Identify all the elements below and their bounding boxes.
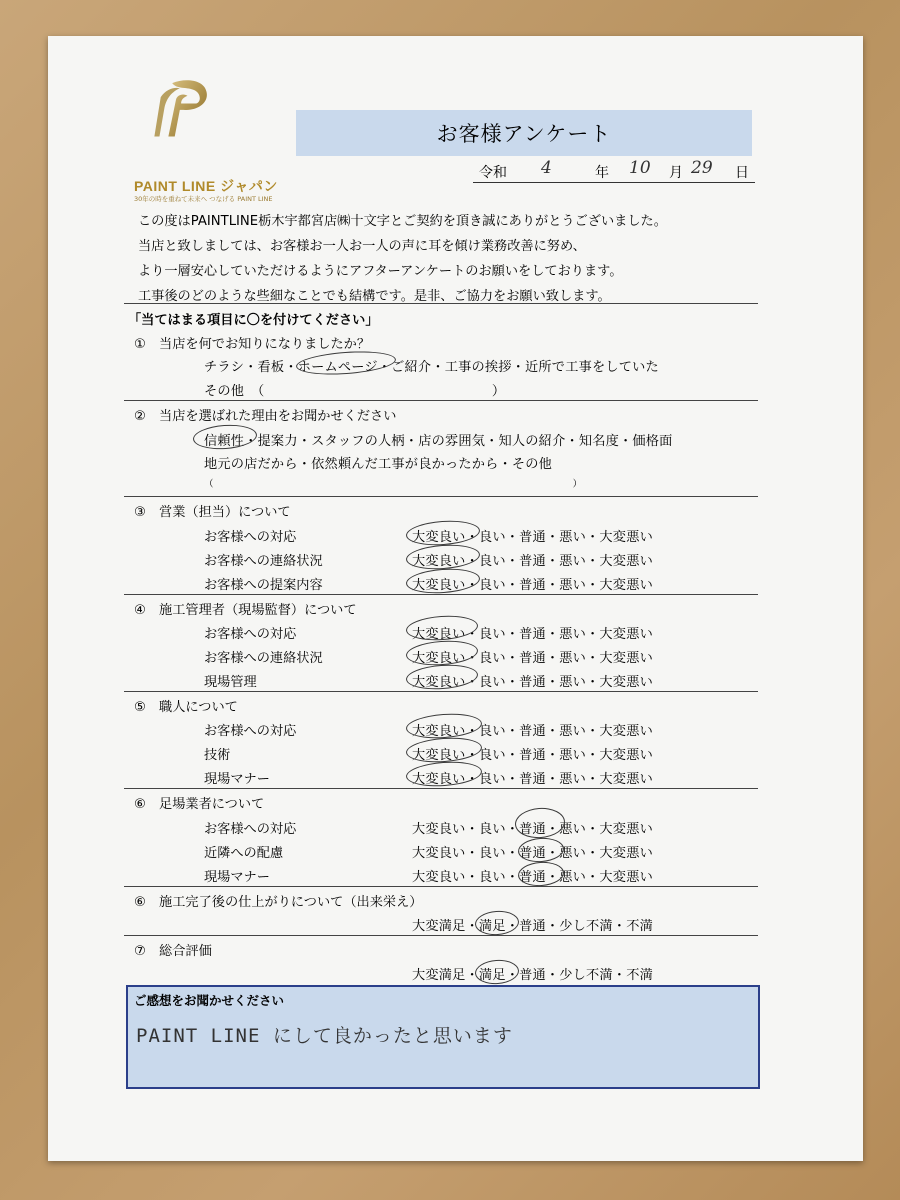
date-year-label: 年 — [595, 165, 609, 181]
logo-tagline: 30年の時を重ねて未来へ つなげる PAINT LINE — [134, 195, 273, 203]
intro-line-1: この度はPAINTLINE栃木宇都宮店㈱十文字とご契約を頂き誠にありがとうございました。 — [138, 214, 667, 229]
q3-scale: 大変良い・良い・普通・悪い・大変悪い — [412, 578, 653, 593]
page-title: お客様アンケート — [296, 110, 752, 156]
q4-item: お客様への連絡状況 — [204, 651, 323, 666]
date-month-label: 月 — [669, 165, 683, 181]
q6-item: お客様への対応 — [204, 822, 297, 837]
comment-box[interactable] — [126, 985, 760, 1089]
q6-title: ⑥ 足場業者について — [134, 797, 265, 812]
q2-options-1: 信頼性・提案力・スタッフの人柄・店の雰囲気・知人の紹介・知名度・価格面 — [204, 434, 673, 449]
q4-scale: 大変良い・良い・普通・悪い・大変悪い — [412, 651, 653, 666]
q4-item: 現場管理 — [204, 675, 257, 690]
q3-scale: 大変良い・良い・普通・悪い・大変悪い — [412, 554, 653, 569]
q1-title: ① 当店を何でお知りになりましたか？ — [134, 337, 371, 352]
q3-scale: 大変良い・良い・普通・悪い・大変悪い — [412, 530, 653, 545]
q7-title: ⑦ 総合評価 — [134, 944, 212, 959]
q4-item: お客様への対応 — [204, 627, 297, 642]
q6b-title: ⑥ 施工完了後の仕上がりについて（出来栄え） — [134, 895, 423, 910]
divider — [124, 400, 758, 401]
paint-line-logo-icon — [128, 78, 238, 148]
intro-line-2: 当店と致しましては、お客様お一人お一人の声に耳を傾け業務改善に努め、 — [138, 239, 586, 254]
divider — [124, 496, 758, 497]
q3-item: お客様への対応 — [204, 530, 297, 545]
date-month: 10 — [629, 158, 651, 178]
q1-options: チラシ・看板・ホームページ・ご紹介・工事の挨拶・近所で工事をしていた — [204, 360, 659, 375]
q2-title: ② 当店を選ばれた理由をお聞かせください — [134, 409, 397, 424]
divider — [124, 594, 758, 595]
q6-item: 現場マナー — [204, 870, 270, 885]
q5-scale: 大変良い・良い・普通・悪い・大変悪い — [412, 724, 653, 739]
q4-title: ④ 施工管理者（現場監督）について — [134, 603, 357, 618]
q6-scale: 大変良い・良い・普通・悪い・大変悪い — [412, 870, 653, 885]
q2-options-2: 地元の店だから・依然頼んだ工事が良かったから・その他 — [204, 457, 553, 472]
logo-brand: PAINT LINE ジャパン — [134, 178, 278, 194]
q5-scale: 大変良い・良い・普通・悪い・大変悪い — [412, 748, 653, 763]
q6-scale: 大変良い・良い・普通・悪い・大変悪い — [412, 846, 653, 861]
q3-title: ③ 営業（担当）について — [134, 505, 291, 520]
intro-line-4: 工事後のどのような些細なことでも結構です。是非、ご協力をお願い致します。 — [138, 289, 611, 304]
comment-label: ご感想をお聞かせください — [134, 993, 285, 1008]
date-day-label: 日 — [735, 165, 749, 181]
q5-item: 現場マナー — [204, 772, 270, 787]
q5-title: ⑤ 職人について — [134, 700, 238, 715]
q6-item: 近隣への配慮 — [204, 846, 284, 861]
intro-line-3: より一層安心していただけるようにアフターアンケートのお願いをしております。 — [138, 264, 623, 279]
date-row — [473, 160, 755, 183]
q5-scale: 大変良い・良い・普通・悪い・大変悪い — [412, 772, 653, 787]
instruction: 「当てはまる項目に〇を付けてください」 — [128, 313, 379, 328]
date-era: 令和 — [479, 165, 507, 181]
divider — [124, 788, 758, 789]
q5-item: 技術 — [204, 748, 231, 763]
q4-scale: 大変良い・良い・普通・悪い・大変悪い — [412, 675, 653, 690]
q3-item: お客様への提案内容 — [204, 578, 323, 593]
q7-scale: 大変満足・満足・普通・少し不満・不満 — [412, 968, 653, 983]
divider — [124, 691, 758, 692]
q2-other: （ ） — [204, 479, 583, 490]
divider — [124, 303, 758, 304]
divider — [124, 935, 758, 936]
date-day: 29 — [691, 158, 713, 178]
q3-item: お客様への連絡状況 — [204, 554, 323, 569]
q5-item: お客様への対応 — [204, 724, 297, 739]
q6-scale: 大変良い・良い・普通・悪い・大変悪い — [412, 822, 653, 837]
date-year: 4 — [541, 158, 552, 178]
divider — [124, 886, 758, 887]
comment-text: PAINT LINE にして良かったと思います — [136, 1025, 513, 1047]
q6b-scale: 大変満足・満足・普通・少し不満・不満 — [412, 919, 653, 934]
q4-scale: 大変良い・良い・普通・悪い・大変悪い — [412, 627, 653, 642]
q1-other: その他 （ ） — [204, 384, 506, 399]
